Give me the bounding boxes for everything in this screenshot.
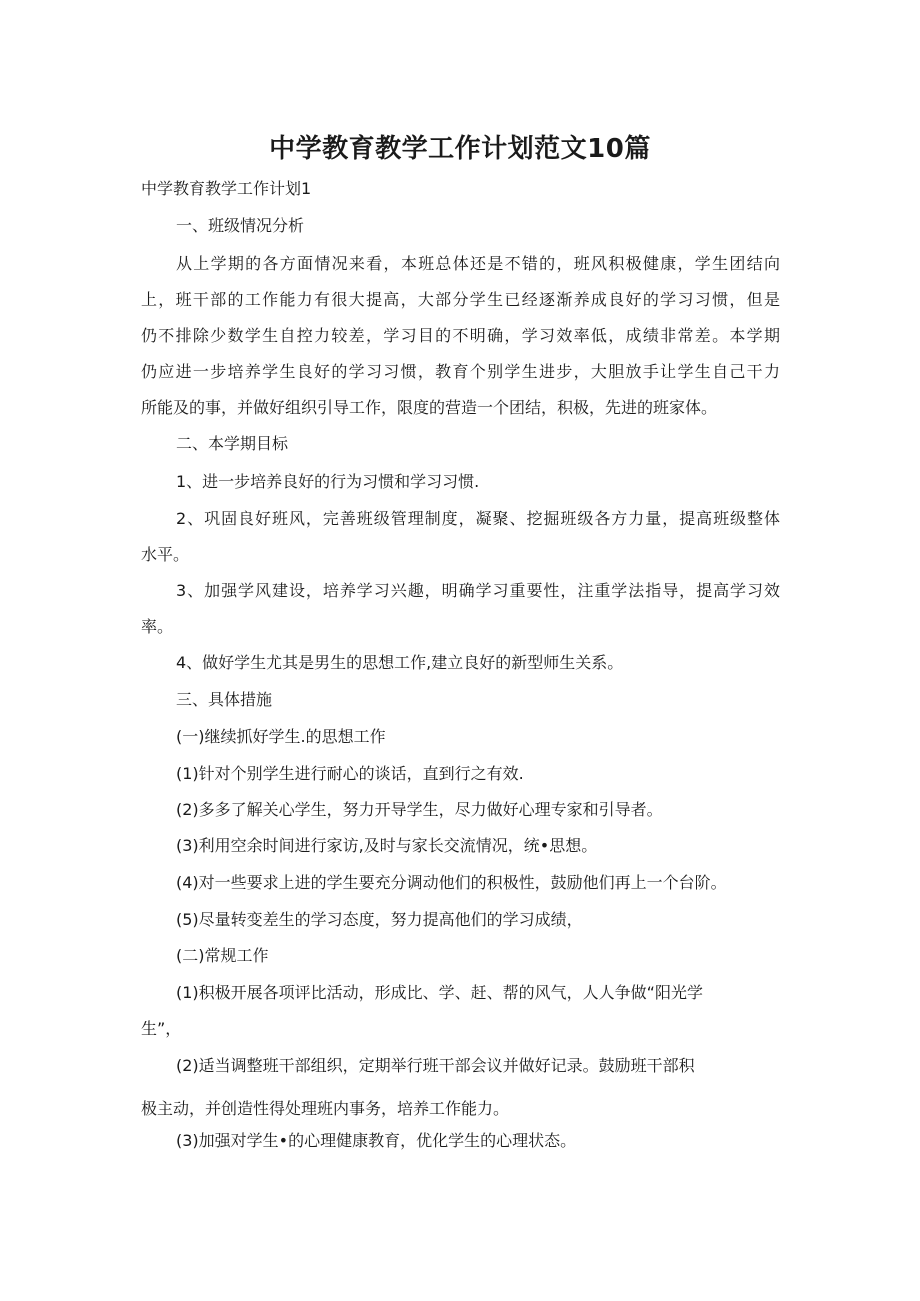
- document-title: 中学教育教学工作计划范文10篇: [269, 134, 651, 164]
- paragraph-line: 仍不排除少数学生自控力较差，学习目的不明确，学习效率低，成绩非常差。本学期: [141, 326, 780, 345]
- list-item: 1、进一步培养良好的行为习惯和学习习惯.: [176, 472, 480, 491]
- paragraph-line: 上，班干部的工作能力有很大提高，大部分学生已经逐渐养成良好的学习习惯，但是: [141, 290, 780, 309]
- list-item: (1)积极开展各项评比活动，形成比、学、赶、帮的风气，人人争做“阳光学: [176, 983, 703, 1002]
- section-heading: 二、本学期目标: [176, 434, 289, 453]
- list-item: (3)利用空余时间进行家访,及时与家长交流情况，统•思想。: [176, 836, 598, 855]
- section-heading: 一、班级情况分析: [176, 216, 305, 235]
- paragraph-line: 所能及的事，并做好组织引导工作，限度的营造一个团结，积极，先进的班家体。: [141, 398, 718, 417]
- list-item: (2)多多了解关心学生，努力开导学生，尽力做好心理专家和引导者。: [176, 800, 663, 819]
- list-item: 水平。: [141, 545, 190, 564]
- list-item: (5)尽量转变差生的学习态度，努力提高他们的学习成绩，: [176, 910, 583, 929]
- subsection-heading: (二)常规工作: [176, 946, 269, 965]
- list-item: 4、做好学生尤其是男生的思想工作,建立良好的新型师生关系。: [176, 653, 624, 672]
- list-item: (1)针对个别学生进行耐心的谈话，直到行之有效.: [176, 764, 524, 783]
- section-heading: 三、具体措施: [176, 690, 273, 709]
- list-item: 极主动，并创造性得处理班内事务，培养工作能力。: [141, 1099, 510, 1118]
- list-item: (2)适当调整班干部组织，定期举行班干部会议并做好记录。鼓励班干部积: [176, 1056, 695, 1075]
- list-item: 率。: [141, 617, 174, 636]
- paragraph-line: 从上学期的各方面情况来看，本班总体还是不错的，班风积极健康，学生团结向: [176, 254, 780, 273]
- list-item: 3、加强学风建设，培养学习兴趣，明确学习重要性，注重学法指导，提高学习效: [176, 581, 780, 600]
- document-subtitle: 中学教育教学工作计划1: [141, 179, 312, 198]
- list-item: (4)对一些要求上进的学生要充分调动他们的积极性，鼓励他们再上一个台阶。: [176, 873, 727, 892]
- paragraph-line: 仍应进一步培养学生良好的学习习惯，教育个别学生进步，大胆放手让学生自己干力: [141, 362, 780, 381]
- list-item: 2、巩固良好班风，完善班级管理制度，凝聚、挖掘班级各方力量，提高班级整体: [176, 509, 780, 528]
- list-item: (3)加强对学生•的心理健康教育，优化学生的心理状态。: [176, 1131, 577, 1150]
- subsection-heading: (一)继续抓好学生.的思想工作: [176, 727, 386, 746]
- list-item: 生”，: [141, 1019, 182, 1038]
